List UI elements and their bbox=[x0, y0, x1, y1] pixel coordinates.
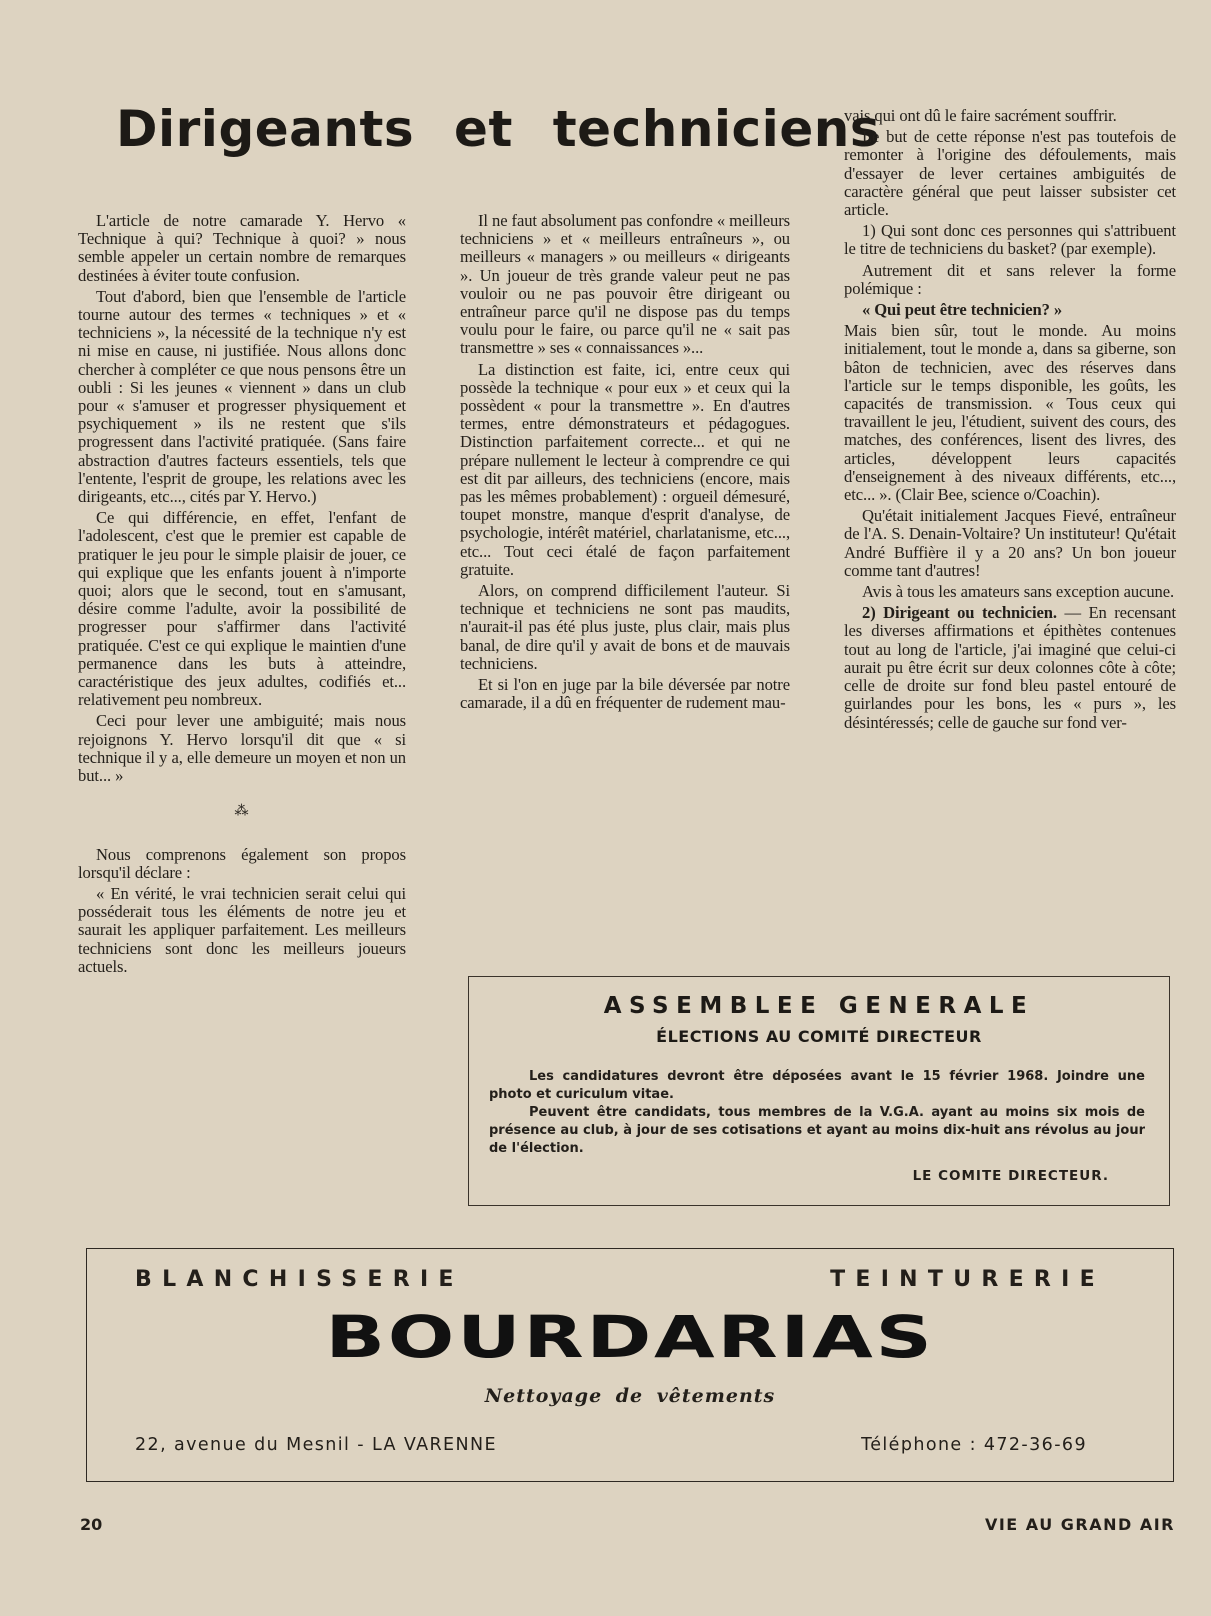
article-column-3 bbox=[844, 107, 1176, 735]
notice-body bbox=[489, 1068, 1145, 1158]
paragraph: Ceci pour lever une ambiguité; mais nous rejoignons Y. Hervo lorsqu'il dit que « si technique il y a, elle demeure un moyen et non un but... » bbox=[78, 711, 406, 786]
paragraph: Ce qui différencie, en effet, l'enfant de l'adolescent, c'est que le premier est capable de pratiquer le jeu pour le simple plaisir de jouer, ce qui explique que les enfants jouent à n'importe quoi; alors que le second, tout en s'amusant, désire comme l'adulte, avoir la possibilité de progresser pour s'affirmer dans l'activité pratiquée. C'est ce qui explique le maintien d'une permanence dans les buts à atteindre, caractéristique des jeux adultes, codifiés et... relativement peu nombreux. bbox=[78, 508, 406, 710]
paragraph: Qu'était initialement Jacques Fievé, entraîneur de l'A. S. Denain-Voltaire? Un instituteur! Qu'était André Buffière il y a 20 ans? Un bon joueur comme tant d'autres! bbox=[844, 506, 1176, 580]
ad-brand-name: BOURDARIAS bbox=[325, 1303, 935, 1371]
notice-paragraph: Peuvent être candidats, tous membres de la V.G.A. ayant au moins six mois de présence au club, à jour de ses cotisations et ayant au moins dix-huit ans révolus au jour de l'élection. bbox=[489, 1105, 1145, 1156]
subheading bbox=[844, 301, 1176, 319]
subheading-text: 2) Dirigeant ou technicien. bbox=[862, 603, 1057, 623]
paragraph bbox=[844, 604, 1176, 731]
advertisement-box bbox=[86, 1248, 1174, 1482]
article-title: Dirigeants et techniciens bbox=[116, 100, 881, 158]
paragraph: Le but de cette réponse n'est pas toutefois de remonter à l'origine des défoulements, mais d'essayer de lever certaines ambiguités de caractère général que peut laisser subsister cet article. bbox=[844, 127, 1176, 220]
paragraph: Et si l'on en juge par la bile déversée par notre camarade, il a dû en fréquenter de rudement mau- bbox=[460, 675, 790, 713]
paragraph: Autrement dit et sans relever la forme polémique : bbox=[844, 260, 1176, 298]
notice-paragraph: Les candidatures devront être déposées avant le 15 février 1968. Joindre une photo et curiculum vitae. bbox=[489, 1069, 1145, 1102]
paragraph: Il ne faut absolument pas confondre « meilleurs techniciens » et « meilleurs entraîneurs », ou meilleurs « managers » ou meilleurs « dirigeants ». Un joueur de très grande valeur peut ne pas vouloir ou ne pas pouvoir être dirigeant ou entraîneur parce qu'il ne dispose pas du temps voulu pour le faire, ou parce qu'il ne « sait pas transmettre » ses « connaissances »... bbox=[460, 211, 790, 358]
ad-address: 22, avenue du Mesnil - LA VARENNE bbox=[135, 1435, 497, 1455]
ad-tagline: Nettoyage de vêtements bbox=[484, 1385, 776, 1407]
paragraph: L'article de notre camarade Y. Hervo « Technique à qui? Technique à quoi? » nous semble appeler un certain nombre de remarques destinées à éviter toute confusion. bbox=[78, 211, 406, 285]
article-column-2 bbox=[460, 212, 790, 715]
assembly-notice-box bbox=[468, 976, 1170, 1206]
notice-title: ASSEMBLEE GENERALE bbox=[603, 993, 1035, 1019]
ad-label-laundry: BLANCHISSERIE bbox=[135, 1267, 464, 1292]
paragraph: vais qui ont dû le faire sacrément souffrir. bbox=[844, 106, 1117, 125]
paragraph: La distinction est faite, ici, entre ceux qui possède la technique « pour eux » et ceux qui la possèdent « pour la transmettre ». En d'autres termes, entre démonstrateurs et pédagogues. Distinction parfaitement correcte... et qui ne prépare nullement le lecteur à comprendre ce qui est dit par ailleurs, des techniciens (encore, mais pas les mêmes probablement) : orgueil démesuré, toupet monstre, manque d'esprit d'analyse, de psychologie, intérêt matériel, charlatanisme, etc..., etc... Tout ceci étalé de façon parfaitement gratuite. bbox=[460, 359, 790, 579]
ad-label-dyeing: TEINTURERIE bbox=[830, 1267, 1105, 1292]
paragraph: Mais bien sûr, tout le monde. Au moins initialement, tout le monde a, dans sa giberne, son bâton de technicien, avec des réserves dans l'article sur le temps disponible, les goûts, les capacités de transmission. « Tous ceux qui travaillent le jeu, l'étudient, suivent des cours, des matches, des conférences, lisent des livres, des articles, développent leurs capacités d'enseignement à des niveaux différents, etc..., etc... ». (Clair Bee, science o/Coachin). bbox=[844, 321, 1176, 505]
article-column-1 bbox=[78, 212, 406, 979]
paragraph-text: — En recensant les diverses affirmations et épithètes contenues tout au long de l'article, j'ai imaginé que celui-ci aurait pu être écrit sur deux colonnes côte à côte; celle de droite sur fond bleu pastel entouré de guirlandes pour les bons, les « purs », les désintéressés; celle de gauche sur fond ver- bbox=[844, 603, 1177, 732]
section-separator-icon: ⁂ bbox=[234, 804, 250, 820]
notice-signature: LE COMITE DIRECTEUR. bbox=[912, 1168, 1109, 1184]
magazine-name: VIE AU GRAND AIR bbox=[984, 1515, 1175, 1534]
paragraph: Nous comprenons également son propos lorsqu'il déclare : bbox=[78, 844, 406, 882]
notice-subtitle: ÉLECTIONS AU COMITÉ DIRECTEUR bbox=[656, 1027, 982, 1046]
paragraph: 1) Qui sont donc ces personnes qui s'attribuent le titre de techniciens du basket? (par exemple). bbox=[844, 221, 1176, 259]
subheading-text: « Qui peut être technicien? » bbox=[862, 300, 1063, 320]
paragraph: « En vérité, le vrai technicien serait celui qui posséderait tous les éléments de notre jeu et saurait les appliquer parfaitement. Les meilleurs techniciens sont donc les meilleurs joueurs actuels. bbox=[78, 883, 406, 976]
paragraph: Alors, on comprend difficilement l'auteur. Si technique et techniciens ne sont pas maudits, n'aurait-il pas été plus juste, plus clair, mais plus banal, de dire qu'il y avait de bons et de mauvais techniciens. bbox=[460, 581, 790, 673]
ad-phone: Téléphone : 472-36-69 bbox=[861, 1435, 1087, 1455]
paragraph: Tout d'abord, bien que l'ensemble de l'article tourne autour des termes « techniques » et « techniciens », la nécessité de la technique n'y est ni mise en cause, ni justifiée. Nous allons donc chercher à compléter ce que nous pensons être un oubli : Si les jeunes « viennent » dans un club pour « s'amuser et progresser physiquement et psychiquement » ils ne restent que s'ils progressent dans l'activité pratiquée. (Sans faire abstraction d'autres facteurs essentiels, tels que l'entente, l'esprit de groupe, les relations avec les dirigeants, etc..., cités par Y. Hervo.) bbox=[78, 286, 406, 507]
page-number: 20 bbox=[80, 1515, 103, 1534]
paragraph: Avis à tous les amateurs sans exception aucune. bbox=[862, 582, 1175, 602]
